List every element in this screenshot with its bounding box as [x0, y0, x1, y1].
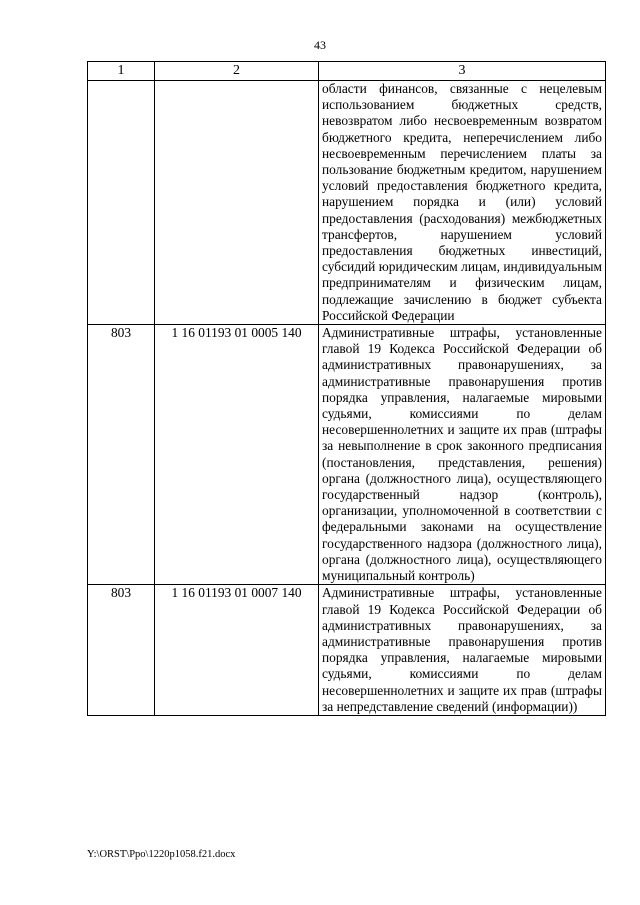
- document-file-path: Y:\ORST\Ppo\1220p1058.f21.docx: [87, 849, 236, 860]
- column-header-3: 3: [319, 62, 606, 81]
- description-cell: Административные штрафы, установленные главой 19 Кодекса Российской Федерации об административных правонарушениях, за административные правонарушения против порядка управления, налагаемые мировыми судьями, комиссиями по делам несовершеннолетних и защите их прав (штрафы за невыполнение в срок законного предписания (постановления, представления, решения) органа (должностного лица), осуществляющего государственный надзор (контроль), организации, уполномоченной в соответствии с федеральными законами на осуществление государственного надзора (должностного лица), органа (должностного лица), осуществляющего муниципальный контроль): [319, 325, 606, 585]
- table-header-row: [88, 62, 606, 81]
- budget-code-cell: 1 16 01193 01 0007 140: [155, 585, 319, 716]
- description-cell: области финансов, связанные с нецелевым использованием бюджетных средств, невозвратом либо несвоевременным возвратом бюджетного кредита, неперечислением либо несвоевременным перечислением платы за пользование бюджетным кредитом, нарушением условий предоставления бюджетного кредита, нарушением порядка и (или) условий предоставления (расходования) межбюджетных трансфертов, нарушением условий предоставления бюджетных инвестиций, субсидий юридическим лицам, индивидуальным предпринимателям и физическим лицам, подлежащие зачислению в бюджет субъекта Российской Федерации: [319, 81, 606, 325]
- description-cell: Административные штрафы, установленные главой 19 Кодекса Российской Федерации об административных правонарушениях, за административные правонарушения против порядка управления, налагаемые мировыми судьями, комиссиями по делам несовершеннолетних и защите их прав (штрафы за непредставление сведений (информации)): [319, 585, 606, 716]
- budget-code-cell: 1 16 01193 01 0005 140: [155, 325, 319, 585]
- column-header-2: 2: [155, 62, 319, 81]
- table-row: [88, 81, 606, 325]
- table-row: [88, 585, 606, 716]
- table-row: [88, 325, 606, 585]
- admin-code-cell: 803: [88, 585, 155, 716]
- admin-code-cell: [88, 81, 155, 325]
- column-header-1: 1: [88, 62, 155, 81]
- budget-code-cell: [155, 81, 319, 325]
- budget-classification-table: [87, 61, 606, 716]
- admin-code-cell: 803: [88, 325, 155, 585]
- page-number: 43: [314, 38, 326, 52]
